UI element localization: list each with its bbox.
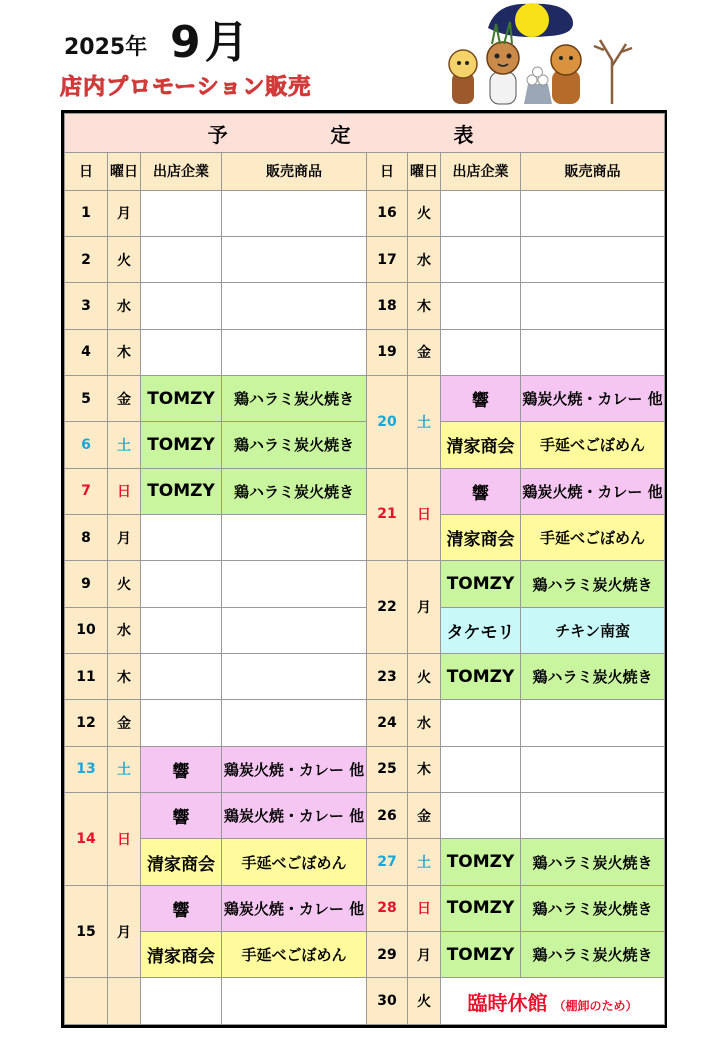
weekday-cell: 月 xyxy=(408,932,441,978)
product-cell xyxy=(521,700,665,746)
table-row xyxy=(65,468,665,514)
company-cell: TOMZY xyxy=(441,839,521,885)
table-row xyxy=(65,839,665,885)
company-cell xyxy=(441,793,521,839)
product-cell xyxy=(521,329,665,375)
company-cell xyxy=(141,607,222,653)
table-header-row xyxy=(65,153,665,190)
day-cell: 8 xyxy=(65,514,108,560)
product-cell: 鶏炭火焼・カレー 他 xyxy=(521,375,665,421)
product-cell xyxy=(222,514,367,560)
company-cell xyxy=(141,514,222,560)
temporary-closure-cell xyxy=(441,978,665,1025)
bare-tree-icon xyxy=(594,40,632,104)
product-cell xyxy=(222,190,367,236)
weekday-cell: 日 xyxy=(408,468,441,561)
product-cell: 鶏ハラミ炭火焼き xyxy=(222,375,367,421)
company-cell xyxy=(441,329,521,375)
day-cell: 24 xyxy=(367,700,408,746)
product-cell: 鶏ハラミ炭火焼き xyxy=(521,932,665,978)
product-cell xyxy=(222,283,367,329)
schedule-table xyxy=(61,110,667,1028)
weekday-cell: 火 xyxy=(408,978,441,1025)
product-cell: 鶏炭火焼・カレー 他 xyxy=(222,793,367,839)
product-cell: 鶏炭火焼・カレー 他 xyxy=(521,468,665,514)
company-cell xyxy=(141,978,222,1025)
day-cell: 27 xyxy=(367,839,408,885)
moon-icon xyxy=(488,3,573,37)
product-cell: 鶏炭火焼・カレー 他 xyxy=(222,885,367,931)
table-row xyxy=(65,283,665,329)
product-cell xyxy=(222,978,367,1025)
product-cell xyxy=(222,236,367,282)
product-cell xyxy=(222,561,367,607)
company-cell: 響 xyxy=(441,468,521,514)
company-cell: 清家商会 xyxy=(141,932,222,978)
weekday-cell: 月 xyxy=(108,514,141,560)
weekday-cell: 火 xyxy=(108,236,141,282)
weekday-cell: 水 xyxy=(408,700,441,746)
closure-label: 臨時休館 xyxy=(467,990,548,1015)
col-header-weekday: 曜日 xyxy=(108,153,141,190)
company-cell: TOMZY xyxy=(141,375,222,421)
table-row xyxy=(65,236,665,282)
product-cell xyxy=(521,793,665,839)
product-cell: 鶏ハラミ炭火焼き xyxy=(521,654,665,700)
company-cell: 清家商会 xyxy=(441,514,521,560)
company-cell xyxy=(441,700,521,746)
day-cell: 18 xyxy=(367,283,408,329)
moon-viewing-illustration xyxy=(440,0,640,108)
table-row xyxy=(65,746,665,792)
weekday-cell: 日 xyxy=(108,793,141,886)
product-cell: 手延べごぼめん xyxy=(222,932,367,978)
weekday-cell: 木 xyxy=(408,283,441,329)
day-cell: 3 xyxy=(65,283,108,329)
weekday-cell: 金 xyxy=(108,375,141,421)
col-header-weekday: 曜日 xyxy=(408,153,441,190)
day-cell: 10 xyxy=(65,607,108,653)
day-cell: 25 xyxy=(367,746,408,792)
company-cell xyxy=(441,236,521,282)
title-month: 9月 xyxy=(170,17,253,68)
weekday-cell: 土 xyxy=(108,422,141,468)
day-cell xyxy=(65,978,108,1025)
weekday-cell: 木 xyxy=(108,654,141,700)
product-cell xyxy=(222,654,367,700)
day-cell: 7 xyxy=(65,468,108,514)
day-cell: 28 xyxy=(367,885,408,931)
day-cell: 9 xyxy=(65,561,108,607)
table-row xyxy=(65,514,665,560)
company-cell xyxy=(441,283,521,329)
promotion-subtitle: 店内プロモーション販売 xyxy=(60,75,312,100)
company-cell: TOMZY xyxy=(441,885,521,931)
weekday-cell: 木 xyxy=(408,746,441,792)
product-cell: 手延べごぼめん xyxy=(521,514,665,560)
company-cell: タケモリ xyxy=(441,607,521,653)
dango-icon xyxy=(524,67,552,104)
product-cell: 鶏炭火焼・カレー 他 xyxy=(222,746,367,792)
day-cell: 15 xyxy=(65,885,108,978)
product-cell xyxy=(222,329,367,375)
day-cell: 1 xyxy=(65,190,108,236)
product-cell xyxy=(521,746,665,792)
company-cell xyxy=(441,746,521,792)
table-row xyxy=(65,932,665,978)
table-row xyxy=(65,793,665,839)
day-cell: 11 xyxy=(65,654,108,700)
day-cell: 21 xyxy=(367,468,408,561)
product-cell xyxy=(222,607,367,653)
weekday-cell: 土 xyxy=(108,746,141,792)
table-row xyxy=(65,329,665,375)
col-header-day: 日 xyxy=(367,153,408,190)
company-cell: 響 xyxy=(441,375,521,421)
table-row xyxy=(65,978,665,1025)
company-cell xyxy=(441,190,521,236)
day-cell: 14 xyxy=(65,793,108,886)
table-row xyxy=(65,375,665,421)
day-cell: 5 xyxy=(65,375,108,421)
product-cell: 手延べごぼめん xyxy=(521,422,665,468)
company-cell xyxy=(141,190,222,236)
product-cell: 鶏ハラミ炭火焼き xyxy=(521,839,665,885)
day-cell: 26 xyxy=(367,793,408,839)
weekday-cell: 木 xyxy=(108,329,141,375)
company-cell xyxy=(141,561,222,607)
weekday-cell: 金 xyxy=(408,329,441,375)
product-cell xyxy=(521,190,665,236)
product-cell xyxy=(521,283,665,329)
company-cell xyxy=(141,236,222,282)
product-cell: 鶏ハラミ炭火焼き xyxy=(521,561,665,607)
product-cell xyxy=(222,700,367,746)
table-title-row xyxy=(65,114,665,153)
col-header-product: 販売商品 xyxy=(222,153,367,190)
company-cell: 清家商会 xyxy=(441,422,521,468)
table-row xyxy=(65,885,665,931)
company-cell: TOMZY xyxy=(141,468,222,514)
weekday-cell: 火 xyxy=(108,561,141,607)
table-row xyxy=(65,700,665,746)
company-cell: 響 xyxy=(141,793,222,839)
day-cell: 4 xyxy=(65,329,108,375)
weekday-cell: 金 xyxy=(408,793,441,839)
weekday-cell: 水 xyxy=(108,607,141,653)
weekday-cell: 土 xyxy=(408,839,441,885)
weekday-cell: 金 xyxy=(108,700,141,746)
table-row xyxy=(65,422,665,468)
day-cell: 30 xyxy=(367,978,408,1025)
col-header-day: 日 xyxy=(65,153,108,190)
weekday-cell: 日 xyxy=(408,885,441,931)
day-cell: 22 xyxy=(367,561,408,654)
day-cell: 2 xyxy=(65,236,108,282)
title-year: 2025年 xyxy=(64,35,148,60)
day-cell: 20 xyxy=(367,375,408,468)
weekday-cell: 日 xyxy=(108,468,141,514)
weekday-cell: 月 xyxy=(108,190,141,236)
closure-reason: （棚卸のため） xyxy=(553,998,638,1013)
col-header-company: 出店企業 xyxy=(141,153,222,190)
company-cell xyxy=(141,329,222,375)
weekday-cell: 火 xyxy=(408,654,441,700)
weekday-cell: 火 xyxy=(408,190,441,236)
weekday-cell: 月 xyxy=(408,561,441,654)
weekday-cell xyxy=(108,978,141,1025)
table-row xyxy=(65,607,665,653)
col-header-company: 出店企業 xyxy=(441,153,521,190)
day-cell: 23 xyxy=(367,654,408,700)
day-cell: 19 xyxy=(367,329,408,375)
product-cell: 鶏ハラミ炭火焼き xyxy=(222,422,367,468)
table-row xyxy=(65,654,665,700)
day-cell: 16 xyxy=(367,190,408,236)
company-cell xyxy=(141,283,222,329)
company-cell: TOMZY xyxy=(441,561,521,607)
day-cell: 12 xyxy=(65,700,108,746)
product-cell: 鶏ハラミ炭火焼き xyxy=(521,885,665,931)
company-cell xyxy=(141,700,222,746)
company-cell: TOMZY xyxy=(441,654,521,700)
company-cell: 清家商会 xyxy=(141,839,222,885)
weekday-cell: 月 xyxy=(108,885,141,978)
product-cell: チキン南蛮 xyxy=(521,607,665,653)
company-cell xyxy=(141,654,222,700)
table-row xyxy=(65,190,665,236)
table-row xyxy=(65,561,665,607)
product-cell xyxy=(521,236,665,282)
weekday-cell: 水 xyxy=(408,236,441,282)
company-cell: TOMZY xyxy=(141,422,222,468)
product-cell: 鶏ハラミ炭火焼き xyxy=(222,468,367,514)
weekday-cell: 土 xyxy=(408,375,441,468)
company-cell: TOMZY xyxy=(441,932,521,978)
day-cell: 17 xyxy=(367,236,408,282)
day-cell: 13 xyxy=(65,746,108,792)
day-cell: 29 xyxy=(367,932,408,978)
company-cell: 響 xyxy=(141,885,222,931)
product-cell: 手延べごぼめん xyxy=(222,839,367,885)
table-title: 予 定 表 xyxy=(65,114,665,153)
company-cell: 響 xyxy=(141,746,222,792)
col-header-product: 販売商品 xyxy=(521,153,665,190)
day-cell: 6 xyxy=(65,422,108,468)
weekday-cell: 水 xyxy=(108,283,141,329)
